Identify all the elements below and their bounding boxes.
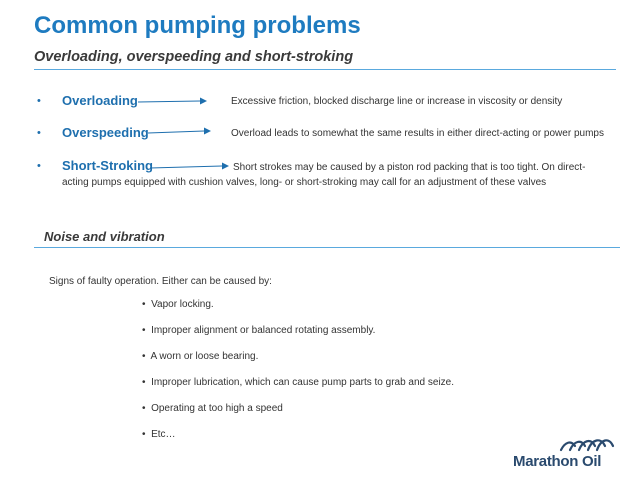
list-item-text: Operating at too high a speed xyxy=(151,403,283,414)
bullet-marker: • xyxy=(142,325,146,336)
description-short-stroking-line2: acting pumps equipped with cushion valves, long- or short-stroking may call for an adjustment of these valves xyxy=(62,177,547,188)
logo-text: Marathon Oil xyxy=(513,453,602,470)
bullet-marker: • xyxy=(37,127,41,139)
list-item xyxy=(142,351,258,362)
list-item-text: Vapor locking. xyxy=(151,299,214,310)
term-overloading: Overloading xyxy=(62,93,138,108)
arrow-icon xyxy=(146,126,212,138)
description-short-stroking xyxy=(62,160,622,190)
description-short-stroking-line1: Short strokes may be caused by a piston rod packing that is too tight. On direct- xyxy=(233,162,586,173)
section-heading-noise: Noise and vibration xyxy=(44,229,165,244)
description-overloading: Excessive friction, blocked discharge line or increase in viscosity or density xyxy=(231,96,563,107)
bullet-marker: • xyxy=(142,429,146,440)
list-item xyxy=(142,377,454,388)
list-item-text: Improper lubrication, which can cause pump parts to grab and seize. xyxy=(151,377,455,388)
list-item-text: A worn or loose bearing. xyxy=(150,351,259,362)
bullet-marker: • xyxy=(142,351,146,362)
arrow-icon xyxy=(136,95,208,107)
page-subtitle: Overloading, overspeeding and short-stroking xyxy=(34,49,354,65)
bullet-marker: • xyxy=(142,299,146,310)
page-title: Common pumping problems xyxy=(34,12,361,39)
noise-intro: Signs of faulty operation. Either can be caused by: xyxy=(49,276,272,287)
wave-icon xyxy=(513,435,623,453)
term-overspeeding: Overspeeding xyxy=(62,125,149,140)
term-short-stroking: Short-Stroking xyxy=(62,158,153,173)
header-divider xyxy=(34,69,616,70)
list-item-text: Etc… xyxy=(151,429,176,440)
list-item-text: Improper alignment or balanced rotating assembly. xyxy=(151,325,376,336)
bullet-marker: • xyxy=(142,403,146,414)
list-item xyxy=(142,299,214,310)
section-divider xyxy=(34,247,620,248)
list-item xyxy=(142,403,283,414)
marathon-oil-logo xyxy=(513,435,623,473)
list-item xyxy=(142,325,375,336)
bullet-marker: • xyxy=(142,377,146,388)
bullet-marker: • xyxy=(37,95,41,107)
list-item xyxy=(142,429,176,440)
bullet-marker: • xyxy=(37,160,41,172)
description-overspeeding: Overload leads to somewhat the same results in either direct-acting or power pumps xyxy=(231,128,604,139)
